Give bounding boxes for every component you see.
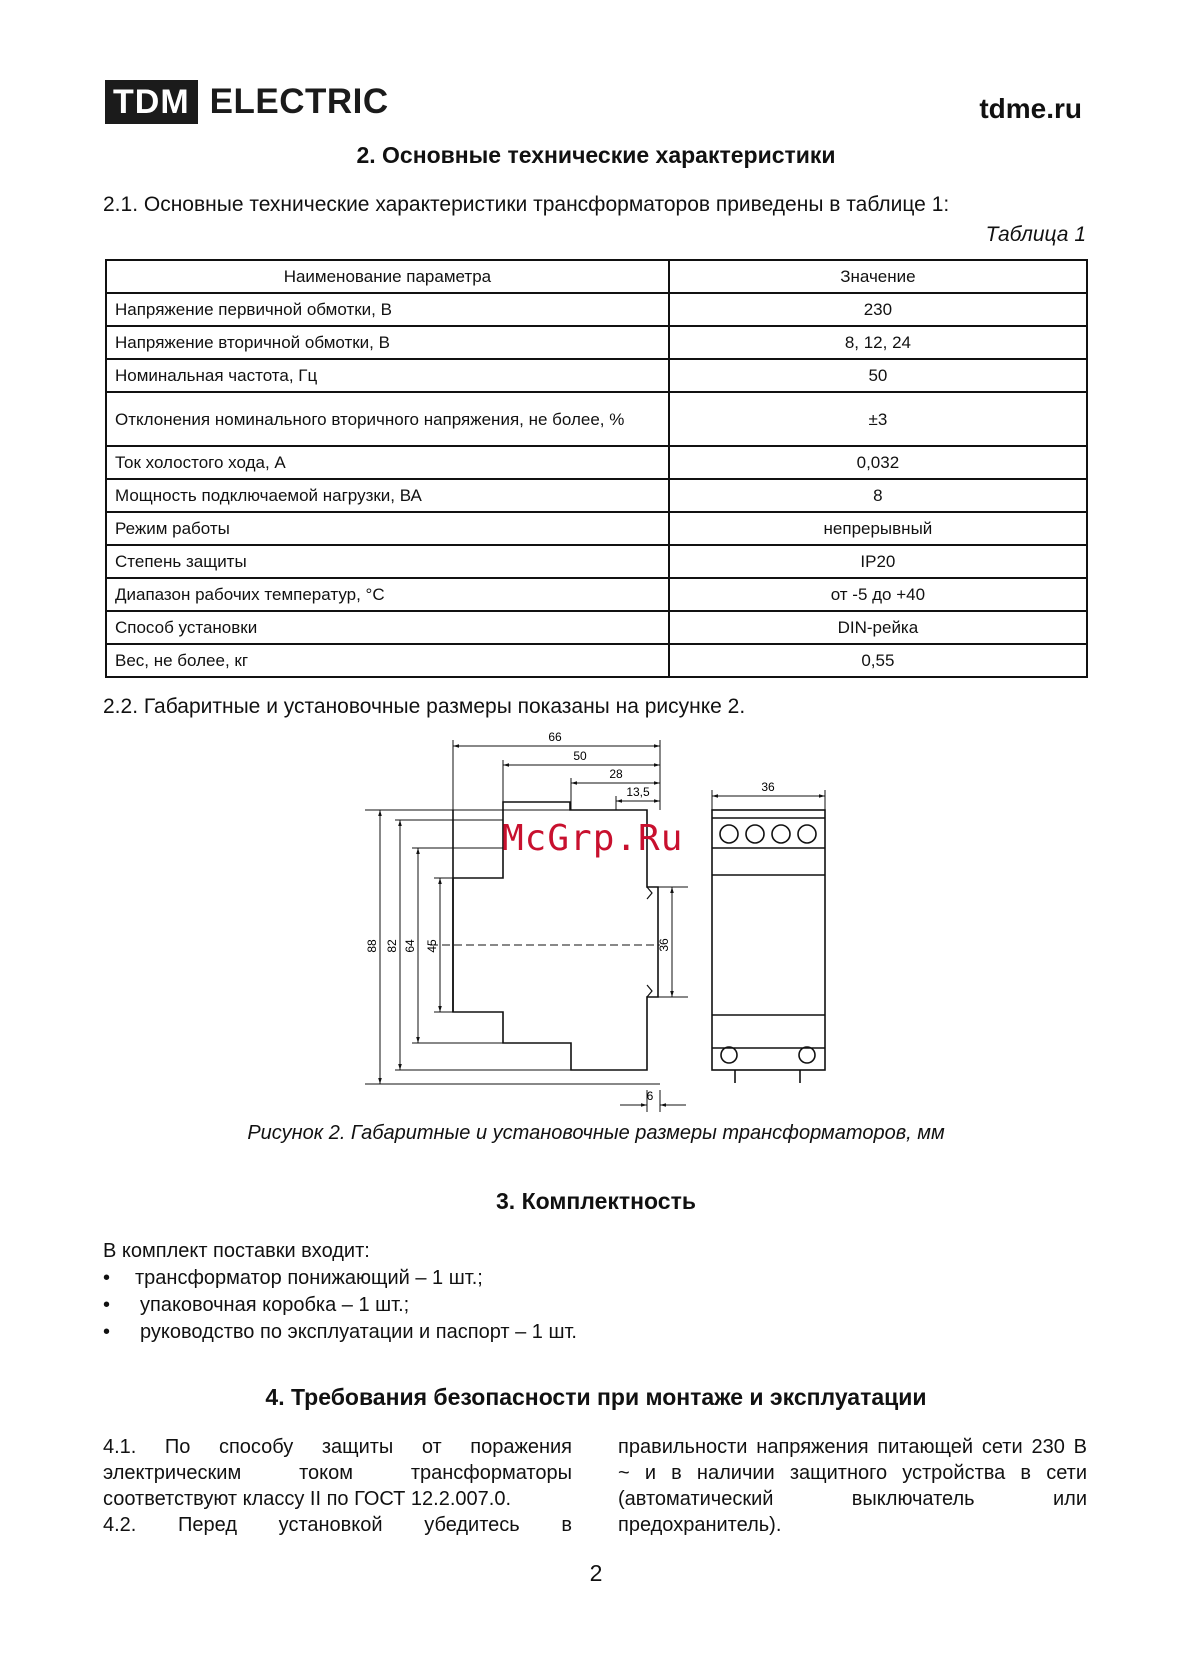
section-4-right-column: правильности напряжения питающей сети 230 В ~ и в наличии защитного устройства в сети (автоматический выключатель или предохранитель). xyxy=(618,1436,1087,1536)
page-number: 2 xyxy=(589,1560,603,1586)
dim-label-66: 66 xyxy=(548,730,562,744)
section-4-title: 4. Требования безопасности при монтаже и эксплуатации xyxy=(265,1384,927,1410)
watermark: McGrp.Ru xyxy=(502,818,684,859)
list-item-text: трансформатор понижающий – 1 шт.; xyxy=(135,1267,483,1289)
bullet: • xyxy=(103,1294,111,1316)
section-2-intro: 2.1. Основные технические характеристики трансформаторов приведены в таблице 1: xyxy=(103,193,950,216)
bullet: • xyxy=(103,1321,111,1343)
dim-label-rail-36: 36 xyxy=(657,938,671,952)
logo-word: ELECTRIC xyxy=(209,82,389,121)
clause-4-2: 4.2. Перед установкой убедитесь в xyxy=(103,1514,572,1536)
list-item xyxy=(103,1292,577,1319)
list-item xyxy=(103,1265,577,1292)
param-name: Степень защиты xyxy=(106,545,669,578)
dim-label-13-5: 13,5 xyxy=(626,785,650,799)
param-name: Режим работы xyxy=(106,512,669,545)
dim-label-front-36: 36 xyxy=(761,780,775,794)
rail-clip-top xyxy=(647,887,652,899)
param-value: DIN-рейка xyxy=(669,611,1087,644)
list-item xyxy=(103,1319,577,1346)
param-name: Напряжение первичной обмотки, В xyxy=(106,293,669,326)
table-header-name: Наименование параметра xyxy=(106,260,669,293)
bullet: • xyxy=(103,1267,111,1289)
param-name: Вес, не более, кг xyxy=(106,644,669,677)
dim-label-82: 82 xyxy=(385,939,399,953)
list-item-text: руководство по эксплуатации и паспорт – 1 шт. xyxy=(140,1321,577,1343)
param-name: Номинальная частота, Гц xyxy=(106,359,669,392)
dim-label-88: 88 xyxy=(365,939,379,953)
param-value: от -5 до +40 xyxy=(669,578,1087,611)
section-3-title: 3. Комплектность xyxy=(496,1188,696,1214)
dim-label-6: 6 xyxy=(646,1089,654,1103)
table-header-value: Значение xyxy=(669,260,1087,293)
param-value: 50 xyxy=(669,359,1087,392)
param-name: Ток холостого хода, А xyxy=(106,446,669,479)
param-name: Отклонения номинального вторичного напряжения, не более, % xyxy=(106,392,669,446)
param-name: Способ установки xyxy=(106,611,669,644)
param-value: 230 xyxy=(669,293,1087,326)
param-value: ±3 xyxy=(669,392,1087,446)
param-value: 8 xyxy=(669,479,1087,512)
site-url: tdme.ru xyxy=(979,93,1082,124)
param-value: 8, 12, 24 xyxy=(669,326,1087,359)
param-name: Мощность подключаемой нагрузки, ВА xyxy=(106,479,669,512)
table-caption: Таблица 1 xyxy=(985,223,1086,246)
param-name: Диапазон рабочих температур, °С xyxy=(106,578,669,611)
dim-label-50: 50 xyxy=(573,749,587,763)
package-list xyxy=(103,1238,577,1346)
rail-clip-bottom xyxy=(647,985,652,997)
param-value: непрерывный xyxy=(669,512,1087,545)
dims-intro: 2.2. Габаритные и установочные размеры показаны на рисунке 2. xyxy=(103,695,746,718)
dim-label-28: 28 xyxy=(609,767,623,781)
section-2-title: 2. Основные технические характеристики xyxy=(356,142,836,168)
logo-box: TDM xyxy=(105,80,198,124)
param-name: Напряжение вторичной обмотки, В xyxy=(106,326,669,359)
param-value: IP20 xyxy=(669,545,1087,578)
section-4-left-column xyxy=(103,1434,572,1538)
dim-label-64: 64 xyxy=(403,939,417,953)
list-item-text: упаковочная коробка – 1 шт.; xyxy=(140,1294,410,1316)
dim-label-45: 45 xyxy=(425,939,439,953)
param-value: 0,032 xyxy=(669,446,1087,479)
front-view-outline xyxy=(712,810,825,1083)
package-intro: В комплект поставки входит: xyxy=(103,1240,370,1262)
param-value: 0,55 xyxy=(669,644,1087,677)
clause-4-1: 4.1. По способу защиты от поражения электрическим током трансформаторы соответствуют классу II по ГОСТ 12.2.007.0. xyxy=(103,1436,572,1510)
figure-caption: Рисунок 2. Габаритные и установочные размеры трансформаторов, мм xyxy=(247,1122,945,1144)
